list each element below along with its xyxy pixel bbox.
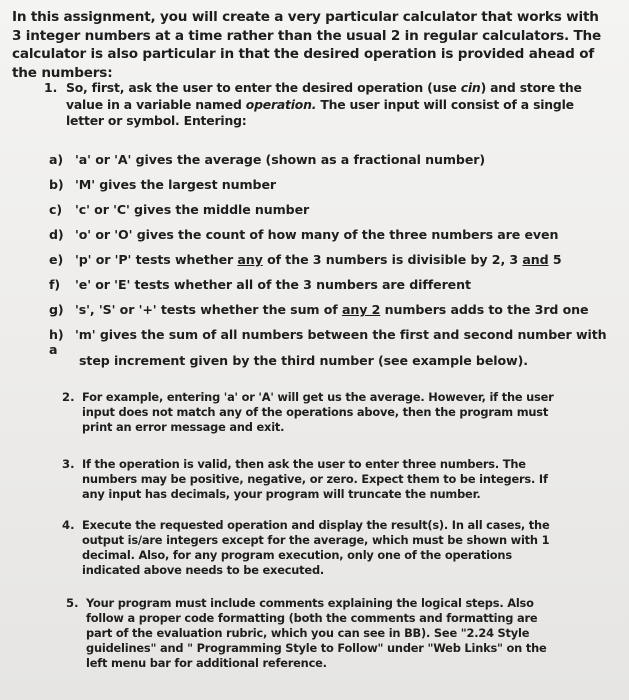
operation-item-h-continued: step increment given by the third number (see example below). xyxy=(79,353,528,368)
step-number: 3. xyxy=(62,457,75,471)
step-1 xyxy=(44,80,604,130)
step-number: 1. xyxy=(44,80,58,95)
operation-item-a: a) 'a' or 'A' gives the average (shown as a fractional number) xyxy=(49,152,486,167)
operation-item-c: c) 'c' or 'C' gives the middle number xyxy=(49,202,310,217)
step-4 xyxy=(62,518,562,578)
operation-item-g: g) 's', 'S' or '+' tests whether the sum of any 2 numbers adds to the 3rd one xyxy=(49,302,589,317)
step-text: Your program must include comments explaining the logical steps. Also follow a proper code formatting (both the comments and formatting are part of the evaluation rubric, which you can see in BB). See "2.24 Style guidelines" and " Programming Style to Follow" under "Web Links" on the left menu bar for additional reference. xyxy=(86,596,547,670)
operation-item-e: e) 'p' or 'P' tests whether any of the 3 numbers is divisible by 2, 3 and 5 xyxy=(49,252,562,267)
step-text: So, first, ask the user to enter the desired operation (use cin) and store the value in a variable named operation. The user input will consist of a single letter or symbol. Entering: xyxy=(66,80,582,128)
step-text: For example, entering 'a' or 'A' will get us the average. However, if the user input does not match any of the operations above, then the program must print an error message and exit. xyxy=(82,390,554,434)
operation-item-b: b) 'M' gives the largest number xyxy=(49,177,277,192)
operation-item-d: d) 'o' or 'O' gives the count of how many of the three numbers are even xyxy=(49,227,559,242)
step-number: 5. xyxy=(66,596,79,610)
operation-item-f: f) 'e' or 'E' tests whether all of the 3 numbers are different xyxy=(49,277,471,292)
step-number: 4. xyxy=(62,518,75,532)
step-text: If the operation is valid, then ask the user to enter three numbers. The numbers may be positive, negative, or zero. Expect them to be integers. If any input has decimals, your program will truncate the number. xyxy=(82,457,548,501)
step-number: 2. xyxy=(62,390,75,404)
step-5 xyxy=(66,596,558,671)
step-2 xyxy=(62,390,562,435)
step-3 xyxy=(62,457,562,502)
operation-item-h: h) 'm' gives the sum of all numbers between the first and second number with a xyxy=(49,327,607,357)
step-text: Execute the requested operation and display the result(s). In all cases, the output is/are integers except for the average, which must be shown with 1 decimal. Also, for any program execution, only one of the operations indicated above needs to be executed. xyxy=(82,518,550,577)
intro-paragraph: In this assignment, you will create a very particular calculator that works with 3 integer numbers at a time rather than the usual 2 in regular calculators. The calculator is also particular in that the desired operation is provided ahead of the numbers: xyxy=(12,9,602,81)
